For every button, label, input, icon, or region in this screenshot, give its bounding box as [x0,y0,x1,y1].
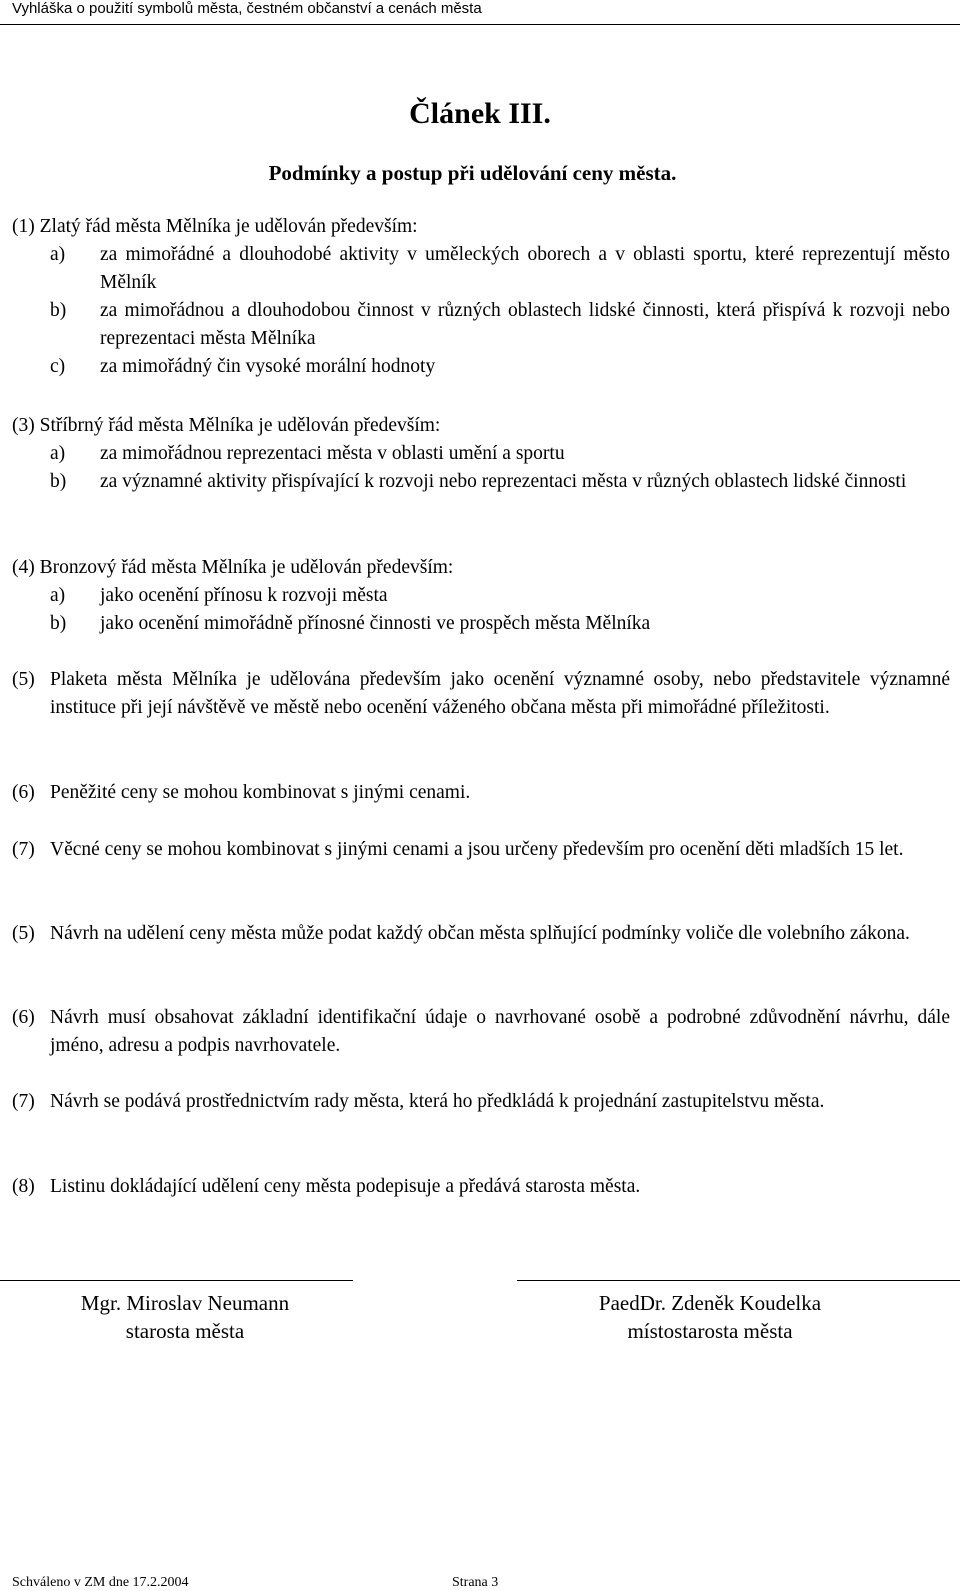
signatory-role: místostarosta města [627,1319,793,1343]
paragraph-text: Návrh musí obsahovat základní identifikační údaje o navrhované osobě a podrobné zdůvodnění návrhu, dále jméno, adresu a podpis navrhovatele. [50,1007,950,1056]
footer-page-number: Strana 3 [452,1575,499,1590]
article-subtitle: Podmínky a postup při udělování ceny města. [268,161,677,185]
paragraph-1-head: (1) Zlatý řád města Mělníka je udělován především: [12,216,418,237]
list-item-text: jako ocenění přínosu k rozvoji města [100,585,388,606]
list-item [12,468,950,496]
list-item-label: b) [50,613,67,634]
list-item-text: za významné aktivity přispívající k rozvoji nebo reprezentaci města v různých oblastech lidské činnosti [100,471,907,492]
paragraph-text: Listinu dokládající udělení ceny města podepisuje a předává starosta města. [50,1176,641,1197]
list-item-label: b) [50,471,67,492]
signatory-name: Mgr. Miroslav Neumann [80,1291,290,1315]
list-item-label: a) [50,585,66,606]
paragraph-number: (7) [12,839,35,860]
paragraph-text: Plaketa města Mělníka je udělována především jako ocenění významné osoby, nebo představitele významné instituce při její návštěvě ve městě nebo ocenění váženého občana města při mimořádné příležitosti. [50,669,950,718]
paragraph-4 [12,554,950,638]
list-item [12,241,950,297]
signature-block-mayor [40,1289,330,1345]
paragraph-3 [12,412,950,496]
paragraph-text: Návrh na udělení ceny města může podat každý občan města splňující podmínky voliče dle volebního zákona. [50,923,910,944]
paragraph-5-plaketa [12,666,950,722]
list-item-text: za mimořádnou reprezentaci města v oblasti umění a sportu [100,443,565,464]
paragraph-text: Věcné ceny se mohou kombinovat s jinými cenami a jsou určeny především pro ocenění děti mladších 15 let. [50,839,904,860]
list-item [12,610,950,638]
list-item-label: b) [50,300,67,321]
paragraph-number: (6) [12,1007,35,1028]
signature-line-right [517,1280,960,1281]
paragraph-4-head: (4) Bronzový řád města Mělníka je udělován především: [12,557,454,578]
paragraph-5-navrh [12,920,950,948]
paragraph-text: Peněžité ceny se mohou kombinovat s jinými cenami. [50,782,471,803]
paragraph-1 [12,213,950,381]
document-header: Vyhláška o použití symbolů města, čestném občanství a cenách města [12,0,482,17]
footer-approval: Schváleno v ZM dne 17.2.2004 [12,1575,189,1590]
paragraph-3-head: (3) Stříbrný řád města Mělníka je udělován především: [12,415,441,436]
list-item [12,582,950,610]
list-item [12,297,950,353]
list-item-label: c) [50,356,66,377]
paragraph-7-navrh-podani [12,1088,950,1116]
list-item-label: a) [50,443,66,464]
article-title: Článek III. [409,97,551,130]
paragraph-number: (5) [12,923,35,944]
paragraph-number: (7) [12,1091,35,1112]
signature-block-deputy [560,1289,860,1345]
header-rule [0,24,960,25]
paragraph-8-listina [12,1173,950,1201]
list-item-text: za mimořádné a dlouhodobé aktivity v uměleckých oborech a v oblasti sportu, které reprezentují město Mělník [100,244,950,293]
signature-line-left [0,1280,353,1281]
list-item [12,353,950,381]
list-item-text: za mimořádnou a dlouhodobou činnost v různých oblastech lidské činnosti, která přispívá k rozvoji nebo reprezentaci města Mělníka [100,300,950,349]
paragraph-7-vecne [12,836,950,864]
paragraph-number: (8) [12,1176,35,1197]
list-item-label: a) [50,244,66,265]
list-item [12,440,950,468]
paragraph-text: Návrh se podává prostřednictvím rady města, která ho předkládá k projednání zastupitelstvu města. [50,1091,825,1112]
paragraph-6-penezite [12,779,950,807]
list-item-text: za mimořádný čin vysoké morální hodnoty [100,356,436,377]
signatory-name: PaedDr. Zdeněk Koudelka [598,1291,822,1315]
list-item-text: jako ocenění mimořádně přínosné činnosti ve prospěch města Mělníka [100,613,651,634]
paragraph-number: (5) [12,669,35,690]
paragraph-number: (6) [12,782,35,803]
paragraph-6-navrh-obsah [12,1004,950,1060]
signatory-role: starosta města [125,1319,245,1343]
